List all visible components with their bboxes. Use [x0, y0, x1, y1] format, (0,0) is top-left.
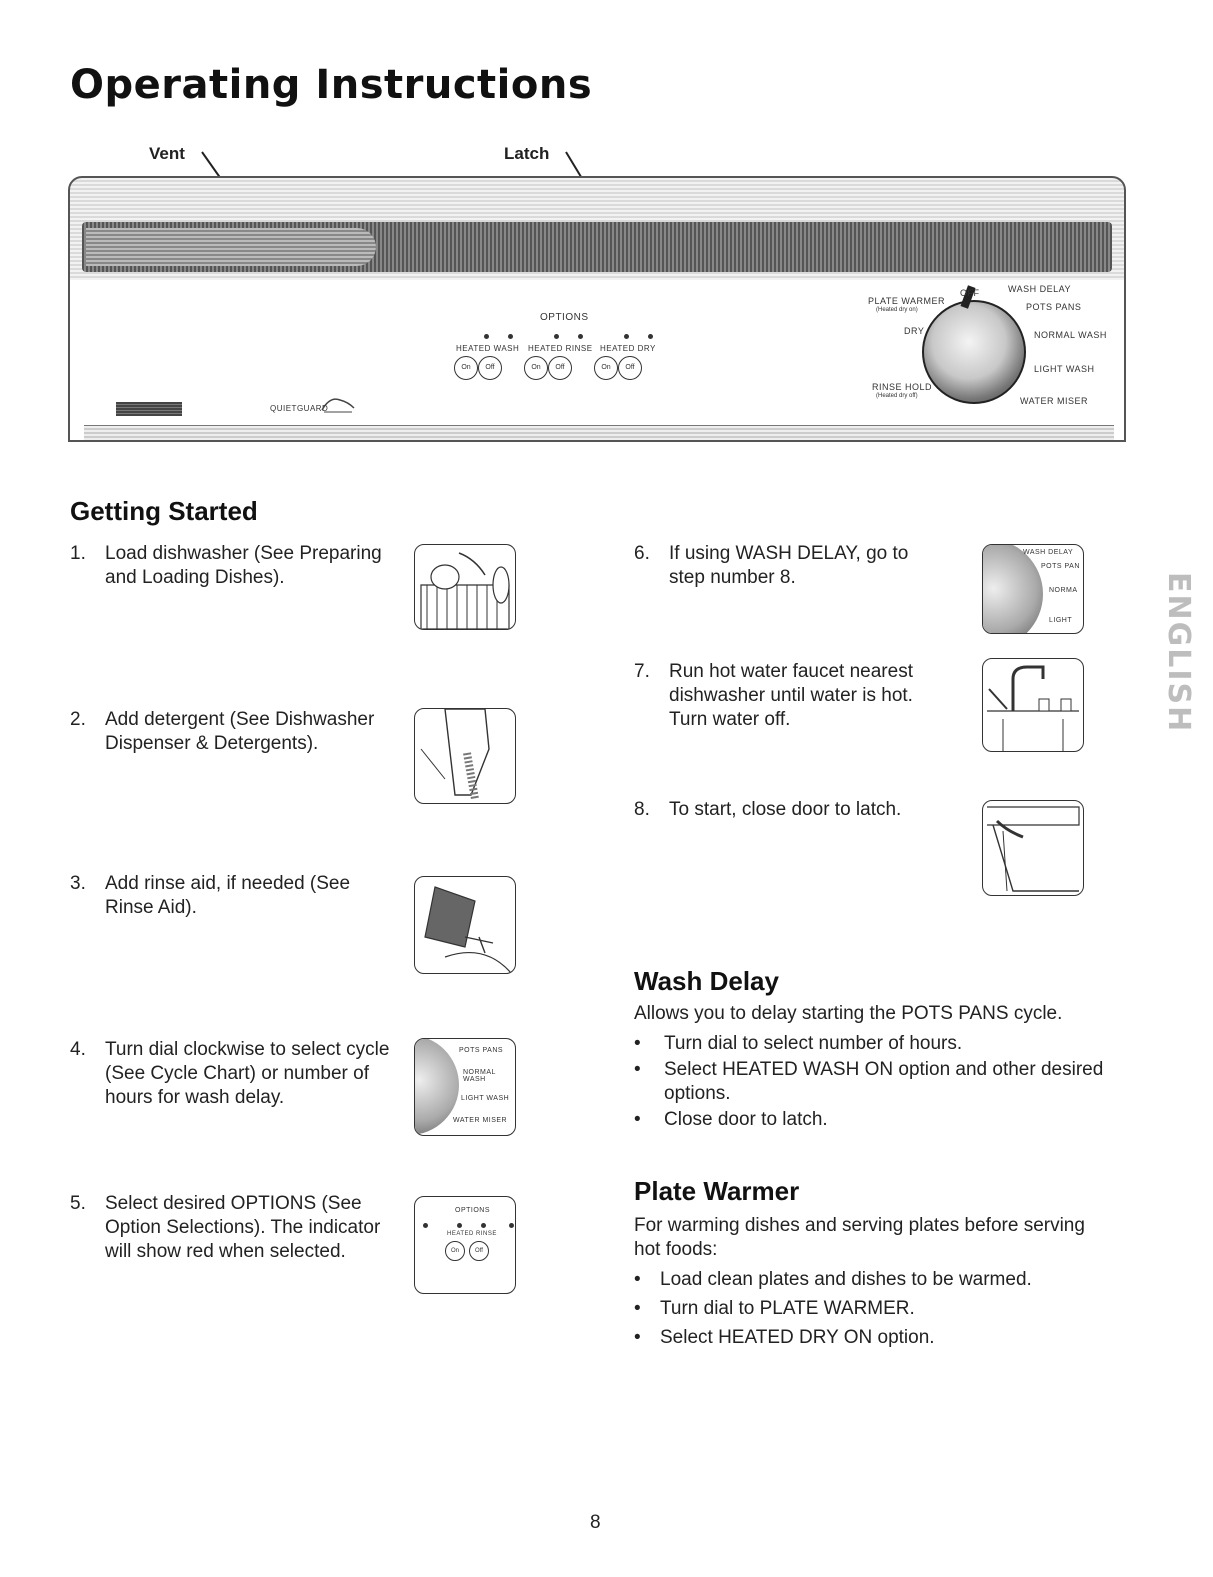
step-number: 7. — [634, 661, 650, 682]
step-text-line: To start, close door to latch. — [669, 799, 902, 820]
page-title: Operating Instructions — [70, 62, 593, 108]
heated-wash-on-button[interactable]: On — [454, 356, 478, 380]
step-text-line: Add detergent (See Dishwasher — [105, 709, 375, 730]
dial-dry-label: DRY — [904, 326, 925, 336]
heated-rinse-off-button[interactable]: Off — [548, 356, 572, 380]
wash-delay-heading: Wash Delay — [634, 966, 779, 996]
step-text-line: Turn water off. — [669, 709, 791, 730]
step-4 — [70, 1038, 420, 1110]
intro-line: hot foods: — [634, 1239, 718, 1260]
dial-rinse-hold-label: RINSE HOLD — [872, 382, 933, 392]
thumb-dial-light-wash: LIGHT WASH — [461, 1095, 510, 1102]
heated-dry-on-button[interactable]: On — [594, 356, 618, 380]
step-number: 3. — [70, 873, 86, 894]
step-text-line: step number 8. — [669, 567, 796, 588]
close-door-illustration — [982, 800, 1084, 896]
thumb-options-label: OPTIONS — [455, 1207, 491, 1214]
step-number: 2. — [70, 709, 86, 730]
step-text-line: and Loading Dishes). — [105, 567, 285, 588]
thumb-heated-rinse-label: HEATED RINSE — [447, 1231, 497, 1237]
plate-warmer-bullet-3: • Select HEATED DRY ON option. — [634, 1327, 935, 1348]
thumb-pots-pan-label: POTS PAN — [1041, 563, 1080, 570]
plate-warmer-heading: Plate Warmer — [634, 1176, 800, 1206]
step-text-line: Run hot water faucet nearest — [669, 661, 913, 682]
step-text-line: Add rinse aid, if needed (See — [105, 873, 351, 894]
step-2 — [70, 708, 410, 756]
wash-delay-dial-illustration — [982, 544, 1084, 634]
dial-rinse-hold-note: (Heated dry off) — [876, 393, 918, 399]
bullet-text: Turn dial to select number of hours. — [664, 1033, 963, 1054]
option-heated-wash-label: HEATED WASH — [456, 344, 520, 353]
bullet-text: options. — [664, 1083, 731, 1104]
plate-warmer-intro — [634, 1214, 1085, 1262]
quietguard-logo-icon — [320, 392, 356, 414]
step-number: 4. — [70, 1039, 86, 1060]
dial-water-miser-label: WATER MISER — [1020, 396, 1088, 406]
vent — [86, 228, 376, 266]
loading-dishes-illustration — [414, 544, 516, 630]
dial-plate-warmer-label: PLATE WARMER — [868, 296, 946, 306]
vent-callout-label: Vent — [149, 144, 185, 163]
bullet-text: Turn dial to PLATE WARMER. — [660, 1298, 915, 1319]
thumb-on-button: On — [445, 1241, 465, 1261]
option-heated-rinse-label: HEATED RINSE — [528, 344, 593, 353]
detergent-illustration — [414, 708, 516, 804]
panel-bottom-rail — [84, 425, 1114, 440]
step-text-line: dishwasher until water is hot. — [669, 685, 913, 706]
step-7 — [634, 660, 954, 732]
heated-rinse-on-button[interactable]: On — [524, 356, 548, 380]
step-text-line: Rinse Aid). — [105, 897, 197, 918]
dial-off-label: OFF — [960, 288, 980, 298]
step-text-line: If using WASH DELAY, go to — [669, 543, 909, 564]
wash-delay-bullet-2: • Select HEATED WASH ON option and other desired options. — [634, 1059, 1104, 1104]
step-number: 1. — [70, 543, 86, 564]
step-8 — [634, 798, 954, 822]
side-tab-text: ENGLISH — [1161, 572, 1196, 734]
cycle-dial[interactable] — [922, 300, 1026, 404]
step-text-line: Turn dial clockwise to select cycle — [105, 1039, 390, 1060]
dial-wash-delay-label: WASH DELAY — [1008, 284, 1072, 294]
kenmore-logo — [116, 402, 182, 416]
heated-dry-off-button[interactable]: Off — [618, 356, 642, 380]
dial-pots-pans-label: POTS PANS — [1026, 302, 1082, 312]
bullet-text: Load clean plates and dishes to be warmed. — [660, 1269, 1032, 1290]
rinse-aid-illustration — [414, 876, 516, 974]
step-number: 8. — [634, 799, 650, 820]
step-text-line: will show red when selected. — [105, 1241, 346, 1262]
option-heated-dry-label: HEATED DRY — [600, 344, 656, 353]
getting-started-heading: Getting Started — [70, 496, 258, 526]
step-1 — [70, 542, 410, 590]
intro-line: For warming dishes and serving plates before serving — [634, 1215, 1085, 1236]
step-text-line: hours for wash delay. — [105, 1087, 285, 1108]
step-number: 6. — [634, 543, 650, 564]
page-number: 8 — [590, 1512, 601, 1533]
control-panel-illustration — [68, 176, 1126, 442]
plate-warmer-bullet-1: • Load clean plates and dishes to be warmed. — [634, 1269, 1032, 1290]
thumb-light-label: LIGHT — [1049, 617, 1073, 624]
language-side-tab — [1152, 572, 1196, 760]
options-illustration — [414, 1196, 516, 1294]
step-text-line: Dispenser & Detergents). — [105, 733, 319, 754]
thumb-dial-pots-pans: POTS PANS — [459, 1047, 504, 1054]
thumb-wash-delay-label: WASH DELAY — [1023, 549, 1074, 556]
quietguard-label: QUIETGUARD — [270, 404, 329, 413]
cycle-dial-illustration — [414, 1038, 516, 1136]
bullet-text: Close door to latch. — [664, 1109, 828, 1130]
thumb-normal-label: NORMA — [1049, 587, 1078, 594]
thumb-off-button: Off — [469, 1241, 489, 1261]
wash-delay-intro: Allows you to delay starting the POTS PANS cycle. — [634, 1003, 1063, 1024]
step-3 — [70, 872, 410, 920]
step-number: 5. — [70, 1193, 86, 1214]
options-label: OPTIONS — [540, 312, 589, 323]
bullet-text: Select HEATED WASH ON option and other desired — [664, 1059, 1104, 1080]
step-text-line: (See Cycle Chart) or number of — [105, 1063, 369, 1084]
dial-normal-wash-label: NORMAL WASH — [1034, 330, 1107, 340]
heated-wash-off-button[interactable]: Off — [478, 356, 502, 380]
wash-delay-bullet-1: • Turn dial to select number of hours. — [634, 1033, 963, 1054]
dial-plate-warmer-note: (Heated dry on) — [876, 307, 918, 313]
dial-light-wash-label: LIGHT WASH — [1034, 364, 1095, 374]
plate-warmer-bullet-2: • Turn dial to PLATE WARMER. — [634, 1298, 915, 1319]
wash-delay-bullet-3: • Close door to latch. — [634, 1109, 828, 1130]
thumb-dial-normal-wash: NORMAL WASH — [463, 1069, 496, 1083]
thumb-dial-water-miser: WATER MISER — [453, 1117, 508, 1124]
step-text-line: Load dishwasher (See Preparing — [105, 543, 382, 564]
latch-callout-label: Latch — [504, 144, 550, 163]
bullet-text: Select HEATED DRY ON option. — [660, 1327, 935, 1348]
step-text-line: Select desired OPTIONS (See — [105, 1193, 362, 1214]
step-text-line: Option Selections). The indicator — [105, 1217, 381, 1238]
panel-face — [68, 280, 1126, 442]
step-6 — [634, 542, 954, 590]
step-5 — [70, 1192, 420, 1264]
faucet-illustration — [982, 658, 1084, 752]
